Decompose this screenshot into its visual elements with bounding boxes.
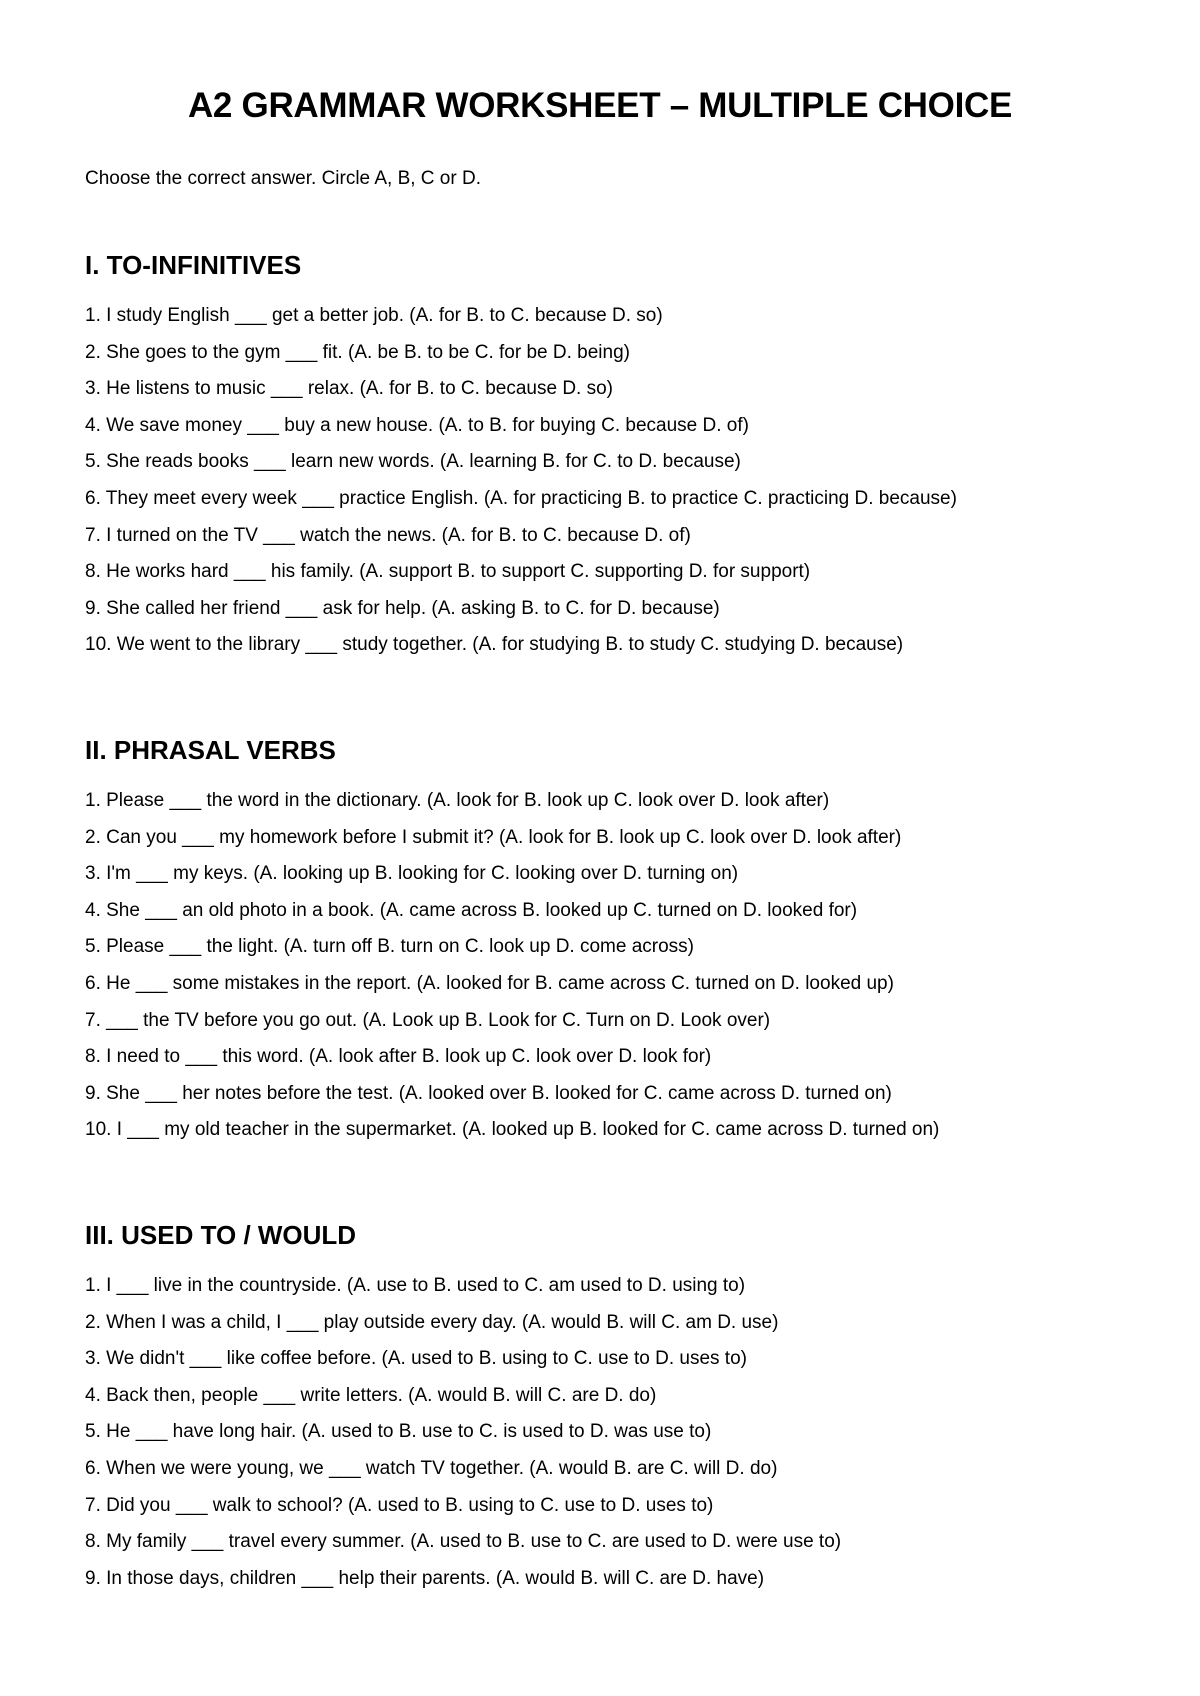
- question-item: 1. Please ___ the word in the dictionary. (A. look for B. look up C. look over D. look after): [85, 790, 830, 811]
- section-heading: I. TO-INFINITIVES: [85, 250, 302, 280]
- section-phrasal-verbs: [85, 734, 1165, 1149]
- section-used-to-would: [85, 1219, 1165, 1597]
- question-item: 9. She ___ her notes before the test. (A. looked over B. looked for C. came across D. turned on): [85, 1082, 892, 1104]
- question-item: 4. She ___ an old photo in a book. (A. came across B. looked up C. turned on D. looked for): [85, 899, 858, 921]
- instructions-text: Choose the correct answer. Circle A, B, C or D.: [85, 168, 481, 189]
- question-item: 10. We went to the library ___ study together. (A. for studying B. to study C. studying D. because): [85, 634, 904, 656]
- question-item: 8. My family ___ travel every summer. (A. used to B. use to C. are used to D. were use to): [85, 1531, 842, 1553]
- question-item: 1. I study English ___ get a better job. (A. for B. to C. because D. so): [85, 305, 663, 326]
- question-item: 5. Please ___ the light. (A. turn off B. turn on C. look up D. come across): [85, 936, 695, 958]
- question-item: 6. When we were young, we ___ watch TV together. (A. would B. are C. will D. do): [85, 1457, 778, 1479]
- question-item: 7. I turned on the TV ___ watch the news. (A. for B. to C. because D. of): [85, 524, 691, 546]
- question-item: 4. We save money ___ buy a new house. (A. to B. for buying C. because D. of): [85, 414, 749, 436]
- question-item: 8. I need to ___ this word. (A. look after B. look up C. look over D. look for): [85, 1046, 712, 1068]
- question-item: 3. He listens to music ___ relax. (A. for B. to C. because D. so): [85, 378, 613, 400]
- question-item: 5. He ___ have long hair. (A. used to B. use to C. is used to D. was use to): [85, 1421, 712, 1443]
- question-item: 8. He works hard ___ his family. (A. support B. to support C. supporting D. for support): [85, 561, 811, 583]
- question-item: 9. She called her friend ___ ask for help. (A. asking B. to C. for D. because): [85, 597, 720, 619]
- page-title: A2 GRAMMAR WORKSHEET – MULTIPLE CHOICE: [187, 86, 1013, 125]
- question-item: 6. He ___ some mistakes in the report. (A. looked for B. came across C. turned on D. looked up): [85, 972, 894, 994]
- question-item: 4. Back then, people ___ write letters. (A. would B. will C. are D. do): [85, 1384, 657, 1406]
- section-to-infinitives: [85, 249, 1165, 664]
- question-item: 2. She goes to the gym ___ fit. (A. be B. to be C. for be D. being): [85, 341, 630, 363]
- question-item: 7. ___ the TV before you go out. (A. Look up B. Look for C. Turn on D. Look over): [85, 1009, 771, 1031]
- question-item: 6. They meet every week ___ practice English. (A. for practicing B. to practice C. practicing D. because): [85, 487, 957, 509]
- question-item: 5. She reads books ___ learn new words. (A. learning B. for C. to D. because): [85, 451, 741, 473]
- question-item: 9. In those days, children ___ help their parents. (A. would B. will C. are D. have): [85, 1567, 765, 1589]
- question-item: 3. We didn't ___ like coffee before. (A. used to B. using to C. use to D. uses to): [85, 1348, 747, 1370]
- question-item: 2. Can you ___ my homework before I submit it? (A. look for B. look up C. look over D. look after): [85, 826, 902, 848]
- section-heading: III. USED TO / WOULD: [85, 1220, 357, 1250]
- question-item: 2. When I was a child, I ___ play outside every day. (A. would B. will C. am D. use): [85, 1311, 779, 1333]
- section-heading: II. PHRASAL VERBS: [85, 735, 336, 765]
- question-item: 1. I ___ live in the countryside. (A. use to B. used to C. am used to D. using to): [85, 1275, 746, 1296]
- question-item: 7. Did you ___ walk to school? (A. used to B. using to C. use to D. uses to): [85, 1494, 714, 1516]
- question-item: 10. I ___ my old teacher in the supermarket. (A. looked up B. looked for C. came across D. turned on): [85, 1119, 940, 1141]
- question-item: 3. I'm ___ my keys. (A. looking up B. looking for C. looking over D. turning on): [85, 863, 739, 885]
